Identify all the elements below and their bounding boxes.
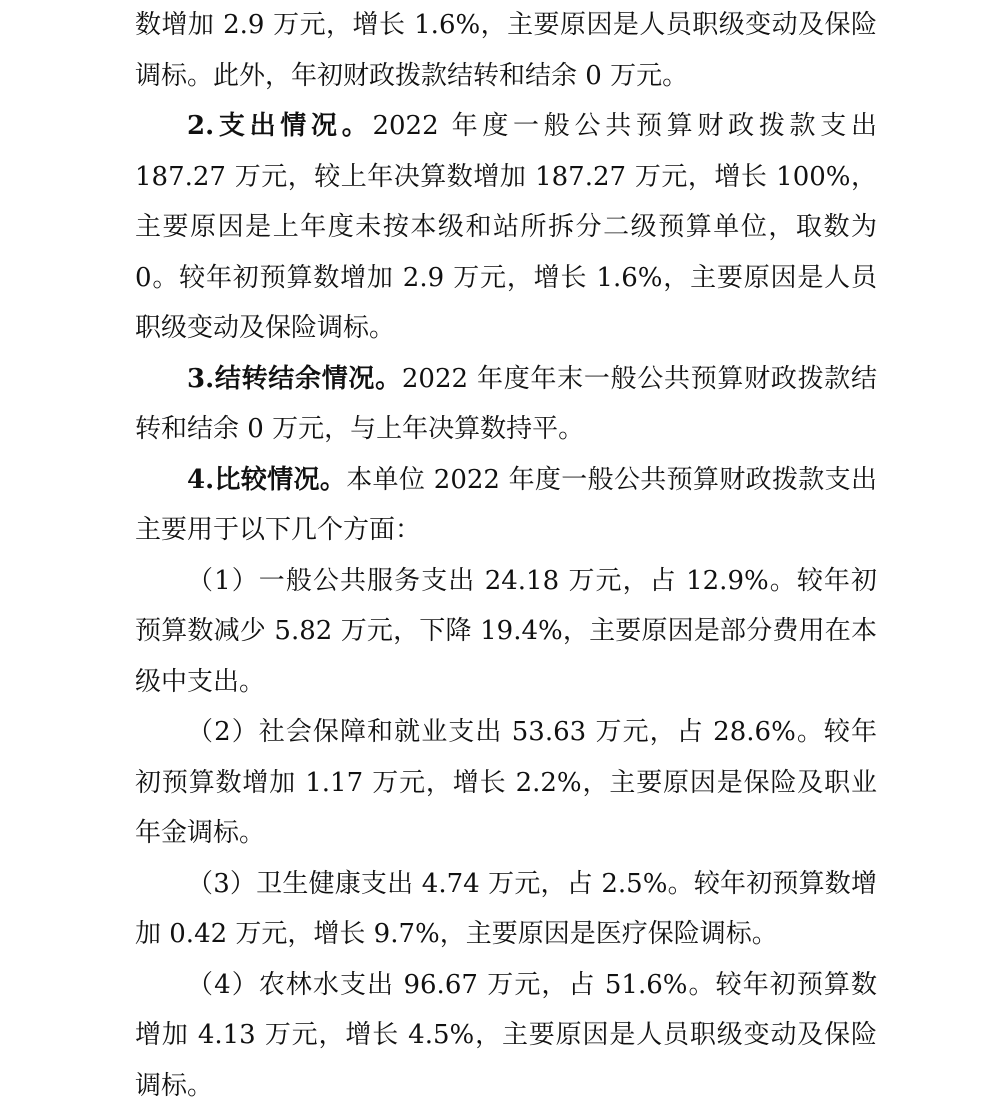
paragraph-income-continuation: 数增加 2.9 万元，增长 1.6%，主要原因是人员职级变动及保险调标。此外，年初财政拨款结转和结余 0 万元。	[135, 0, 877, 101]
paragraph-carryover	[135, 354, 877, 455]
paragraph-item-public-services: （1）一般公共服务支出 24.18 万元，占 12.9%。较年初预算数减少 5.82 万元，下降 19.4%，主要原因是部分费用在本级中支出。	[135, 556, 877, 708]
heading-carryover: 3.结转结余情况。	[187, 364, 402, 394]
document-page	[135, 0, 877, 1111]
expenditure-text: 2022 年度一般公共预算财政拨款支出 187.27 万元，较上年决算数增加 187.27 万元，增长 100%，主要原因是上年度未按本级和站所拆分二级预算单位，取数为 0。较年初预算数增加 2.9 万元，增长 1.6%，主要原因是人员职级变动及保险调标。	[135, 111, 877, 343]
paragraph-comparison	[135, 455, 877, 556]
carryover-text: 2022 年度年末一般公共预算财政拨款结转和结余 0 万元，与上年决算数持平。	[135, 364, 877, 445]
heading-expenditure: 2.支出情况。	[187, 111, 372, 141]
paragraph-item-social-security: （2）社会保障和就业支出 53.63 万元，占 28.6%。较年初预算数增加 1.17 万元，增长 2.2%，主要原因是保险及职业年金调标。	[135, 707, 877, 859]
paragraph-item-agriculture: （4）农林水支出 96.67 万元，占 51.6%。较年初预算数增加 4.13 万元，增长 4.5%，主要原因是人员职级变动及保险调标。	[135, 960, 877, 1111]
paragraph-item-health: （3）卫生健康支出 4.74 万元，占 2.5%。较年初预算数增加 0.42 万元，增长 9.7%，主要原因是医疗保险调标。	[135, 859, 877, 960]
paragraph-expenditure	[135, 101, 877, 354]
heading-comparison: 4.比较情况。	[187, 465, 346, 495]
comparison-text: 本单位 2022 年度一般公共预算财政拨款支出主要用于以下几个方面：	[135, 465, 877, 546]
